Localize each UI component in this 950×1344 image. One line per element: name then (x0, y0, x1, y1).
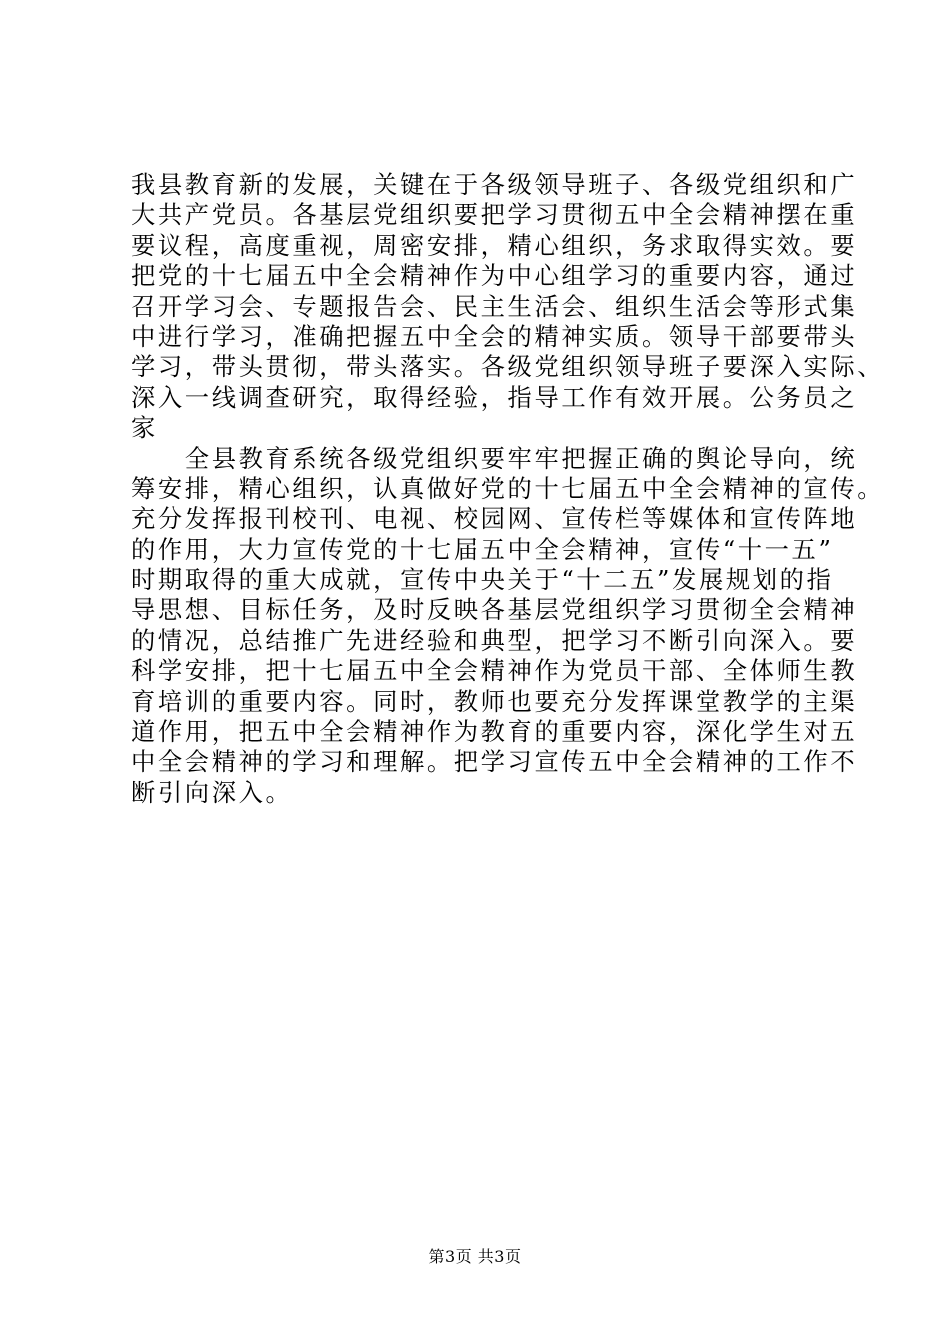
text-line: 中进行学习，准确把握五中全会的精神实质。领导干部要带头 (131, 321, 858, 351)
text-line: 科学安排，把十七届五中全会精神作为党员干部、全体师生教 (131, 656, 858, 686)
text-line: 的作用，大力宣传党的十七届五中全会精神，宣传“十一五” (131, 534, 834, 564)
text-line: 断引向深入。 (131, 777, 293, 807)
body-text (131, 170, 885, 808)
text-line: 全县教育系统各级党组织要牢牢把握正确的舆论导向，统 (131, 443, 858, 473)
text-line: 筹安排，精心组织，认真做好党的十七届五中全会精神的宣传。 (131, 473, 885, 503)
text-line: 学习，带头贯彻，带头落实。各级党组织领导班子要深入实际、 (131, 352, 885, 382)
text-line: 时期取得的重大成就，宣传中央关于“十二五”发展规划的指 (131, 565, 834, 595)
text-line: 的情况，总结推广先进经验和典型，把学习不断引向深入。要 (131, 625, 858, 655)
text-line: 中全会精神的学习和理解。把学习宣传五中全会精神的工作不 (131, 747, 858, 777)
text-line: 家 (131, 413, 158, 443)
text-line: 要议程，高度重视，周密安排，精心组织，务求取得实效。要 (131, 230, 858, 260)
text-line: 把党的十七届五中全会精神作为中心组学习的重要内容，通过 (131, 261, 858, 291)
text-line: 召开学习会、专题报告会、民主生活会、组织生活会等形式集 (131, 291, 858, 321)
text-line: 我县教育新的发展，关键在于各级领导班子、各级党组织和广 (131, 170, 858, 199)
text-line: 导思想、目标任务，及时反映各基层党组织学习贯彻全会精神 (131, 595, 858, 625)
text-line: 深入一线调查研究，取得经验，指导工作有效开展。公务员之 (131, 382, 858, 412)
text-line: 大共产党员。各基层党组织要把学习贯彻五中全会精神摆在重 (131, 200, 858, 230)
text-line: 道作用，把五中全会精神作为教育的重要内容，深化学生对五 (131, 717, 858, 747)
text-line: 充分发挥报刊校刊、电视、校园网、宣传栏等媒体和宣传阵地 (131, 504, 858, 534)
text-line: 育培训的重要内容。同时，教师也要充分发挥课堂教学的主渠 (131, 686, 858, 716)
page-number-footer: 第3页 共3页 (428, 1247, 522, 1266)
